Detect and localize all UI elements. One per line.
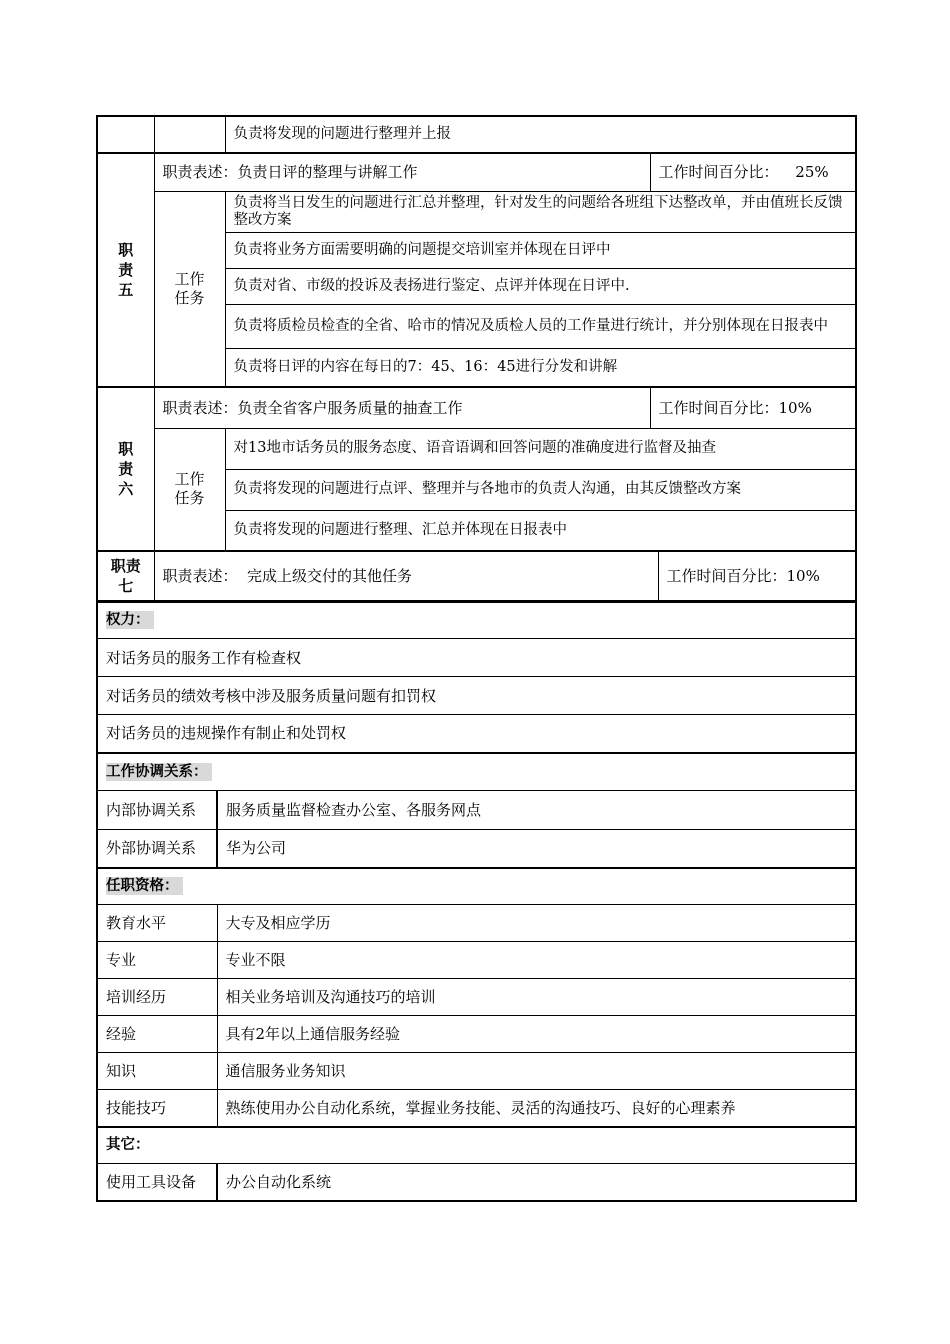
- relation-value: 服务质量监督检查办公室、各服务网点: [217, 791, 856, 830]
- qualification-label: 专业: [97, 942, 217, 979]
- qualification-label: 经验: [97, 1016, 217, 1053]
- task-row: [97, 191, 856, 232]
- duty5-label-line: 五: [118, 281, 134, 299]
- duty5-label: [97, 153, 154, 387]
- task-item: 对13地市话务员的服务态度、语音语调和回答问题的准确度进行监督及抽查: [225, 428, 856, 469]
- time-label: 工作时间百分比：: [666, 566, 787, 585]
- duty5-label-line: 责: [118, 261, 134, 279]
- task-row: [97, 428, 856, 469]
- section-heading-row: [97, 868, 856, 905]
- qualification-label: 知识: [97, 1053, 217, 1090]
- duty6-label-line: 责: [118, 460, 134, 478]
- time-label: 工作时间百分比：: [658, 163, 779, 182]
- qualification-row: [97, 1016, 856, 1053]
- section-heading-row: [97, 1127, 856, 1164]
- power-heading: [97, 602, 856, 639]
- qualification-row: [97, 1053, 856, 1090]
- task-label-line: 工作: [174, 470, 205, 489]
- duties-table: [96, 115, 857, 601]
- duty7-time-percentage: [658, 551, 856, 600]
- duty7-description: 职责表述： 完成上级交付的其他任务: [154, 551, 658, 600]
- power-row: [97, 677, 856, 715]
- continuation-row: [97, 116, 856, 153]
- relations-heading-text: 工作协调关系：: [106, 763, 212, 781]
- qualification-value: 具有2年以上通信服务经验: [217, 1016, 856, 1053]
- time-label: 工作时间百分比：: [658, 398, 779, 417]
- duty6-time-percentage: [650, 387, 856, 428]
- qualification-value: 通信服务业务知识: [217, 1053, 856, 1090]
- power-heading-text: 权力：: [106, 611, 154, 629]
- task-item: 负责将发现的问题进行整理、汇总并体现在日报表中: [225, 510, 856, 551]
- time-value: 25%: [795, 163, 829, 182]
- power-row: [97, 639, 856, 677]
- duty5-description: 职责表述：负责日评的整理与讲解工作: [154, 153, 650, 191]
- relation-label: 内部协调关系: [97, 791, 217, 830]
- qualification-label: 培训经历: [97, 979, 217, 1016]
- task-label-line: 任务: [174, 489, 205, 508]
- task-item: 负责将日评的内容在每日的7：45、16：45进行分发和讲解: [225, 348, 856, 387]
- section-heading-row: [97, 602, 856, 639]
- task-item: 负责对省、市级的投诉及表扬进行鉴定、点评并体现在日评中.: [225, 268, 856, 304]
- other-row: [97, 1164, 856, 1201]
- task-item: 负责将业务方面需要明确的问题提交培训室并体现在日评中: [225, 232, 856, 268]
- duty5-description-row: [97, 153, 856, 191]
- duty6-label-line: 职: [118, 440, 134, 458]
- power-item: 对话务员的违规操作有制止和处罚权: [97, 715, 856, 753]
- duty6-label-line: 六: [118, 480, 134, 498]
- duty6-task-label: [154, 428, 225, 551]
- task-item: 负责将当日发生的问题进行汇总并整理，针对发生的问题给各班组下达整改单，并由值班长反馈整改方案: [225, 191, 856, 232]
- qualification-value: 熟练使用办公自动化系统，掌握业务技能、灵活的沟通技巧、良好的心理素养: [217, 1090, 856, 1127]
- duty6-description-row: [97, 387, 856, 428]
- relation-row: [97, 791, 856, 830]
- section-heading-row: [97, 753, 856, 791]
- duty-label-cell-empty: [97, 116, 154, 153]
- relation-value: 华为公司: [217, 830, 856, 868]
- duty5-time-percentage: [650, 153, 856, 191]
- task-label-line: 任务: [174, 288, 205, 307]
- qualification-value: 专业不限: [217, 942, 856, 979]
- qualifications-heading-text: 任职资格：: [106, 877, 183, 895]
- qualification-label: 技能技巧: [97, 1090, 217, 1127]
- qualifications-heading: [97, 868, 856, 905]
- other-heading-text: 其它：: [106, 1137, 150, 1154]
- relations-heading: [97, 753, 856, 791]
- duty7-label-line: 职责: [110, 556, 141, 575]
- task-label-cell-empty: [154, 116, 225, 153]
- duty7-row: [97, 551, 856, 600]
- task-label-line: 工作: [174, 269, 205, 288]
- task-item: 负责将质检员检查的全省、哈市的情况及质检人员的工作量进行统计，并分别体现在日报表中: [225, 304, 856, 348]
- other-label: 使用工具设备: [97, 1164, 217, 1201]
- requirements-table: [96, 601, 857, 1202]
- time-value: 10%: [786, 566, 820, 585]
- duty5-label-line: 职: [118, 241, 134, 259]
- duty7-label-line: 七: [118, 576, 134, 595]
- qualification-label: 教育水平: [97, 905, 217, 942]
- duty7-label: [97, 551, 154, 600]
- relation-row: [97, 830, 856, 868]
- duty5-task-label: [154, 191, 225, 387]
- duty6-label: [97, 387, 154, 551]
- task-item: 负责将发现的问题进行点评、整理并与各地市的负责人沟通，由其反馈整改方案: [225, 469, 856, 510]
- relation-label: 外部协调关系: [97, 830, 217, 868]
- task-item: 负责将发现的问题进行整理并上报: [225, 116, 856, 153]
- qualification-value: 相关业务培训及沟通技巧的培训: [217, 979, 856, 1016]
- qualification-row: [97, 1090, 856, 1127]
- power-item: 对话务员的绩效考核中涉及服务质量问题有扣罚权: [97, 677, 856, 715]
- qualification-row: [97, 979, 856, 1016]
- qualification-value: 大专及相应学历: [217, 905, 856, 942]
- other-value: 办公自动化系统: [217, 1164, 856, 1201]
- time-value: 10%: [778, 398, 812, 417]
- qualification-row: [97, 905, 856, 942]
- duty6-description: 职责表述：负责全省客户服务质量的抽查工作: [154, 387, 650, 428]
- qualification-row: [97, 942, 856, 979]
- power-item: 对话务员的服务工作有检查权: [97, 639, 856, 677]
- power-row: [97, 715, 856, 753]
- job-description-document: [96, 115, 855, 1202]
- other-heading: [97, 1127, 856, 1164]
